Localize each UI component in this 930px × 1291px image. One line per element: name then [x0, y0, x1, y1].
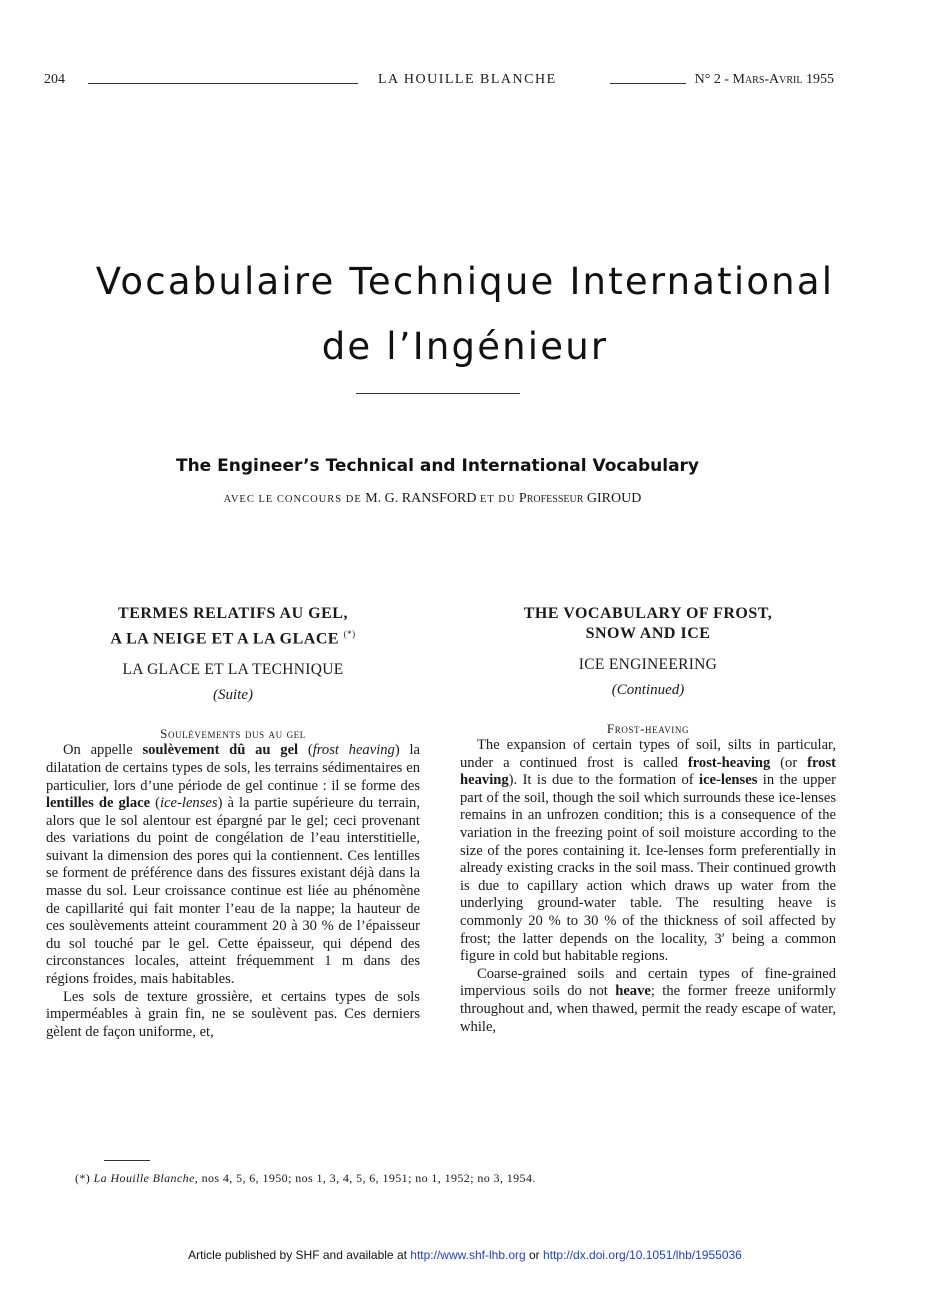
- english-heading: [460, 604, 836, 644]
- term-bold: lentilles de glace: [46, 795, 151, 812]
- footnote-refs: nos 4, 5, 6, 1950; nos 1, 3, 4, 5, 6, 1951; no 1, 1952; no 3, 1954.: [198, 1171, 536, 1185]
- text-run: Coarse-grained soils and certain types of fine-grained impervious soils do not: [460, 965, 836, 1000]
- contributor-1: M. G. RANSFORD: [365, 491, 477, 506]
- french-heading-line2: A LA NEIGE ET A LA GLACE: [110, 630, 340, 648]
- text-run: On appelle: [63, 742, 143, 759]
- term-bold: ice-lenses: [699, 772, 758, 789]
- issue-info: N° 2 - Mars-Avril 1955: [694, 72, 834, 87]
- text-run: ) à la partie supérieure du terrain, alors que le sol alentour est épargné par le gel; ceci provenant des variations du point de congélation de l’eau interstitielle, suivant la dimension des pores qui la contiennent. Ces lentilles se forment de préférence dans des fissures existant déjà dans la masse du sol. Leur croissance continue est liée au phénomène de capillarité qui fait monter l’eau de la nappe; la hauteur de ces soulèvements atteint couramment 20 à 30 % de l’épaisseur du sol touché par le gel. Cette épaisseur, qui dépend des circonstances locales, atteint fréquemment 1 m dans des régions froides, mais habitables.: [46, 795, 420, 988]
- french-continued: (Suite): [213, 687, 253, 704]
- text-run: (or: [770, 754, 808, 771]
- french-paragraph-2: Les sols de texture grossière, et certains types de sols imperméables à grain fin, ne se soulèvent pas. Ces derniers gèlent de façon uniforme, et,: [46, 988, 420, 1040]
- page-number: 204: [44, 72, 65, 87]
- footnote-marker: (*): [343, 629, 356, 639]
- text-run: ). It is due to the formation of: [508, 772, 700, 789]
- text-run: The expansion of certain types of soil, silts in particular, under a continued frost is called: [460, 737, 836, 771]
- page-title-line1: Vocabulaire Technique International: [95, 260, 835, 303]
- text-run: ; the former freeze uniformly throughout and, when thawed, permit the ready escape of water, while,: [460, 983, 836, 1035]
- header-rule-right: [610, 83, 686, 84]
- header-rule-left: [88, 83, 358, 84]
- text-run: (: [298, 742, 313, 759]
- english-subheading: ICE ENGINEERING: [578, 656, 718, 673]
- term-bold: frost-heaving: [687, 754, 771, 771]
- french-heading-line1: TERMES RELATIFS AU GEL,: [118, 605, 348, 622]
- footnote: [75, 1171, 855, 1186]
- page-title-line2: de l’Ingénieur: [321, 325, 609, 368]
- term-italic: ice-lenses: [160, 795, 218, 812]
- french-heading: [46, 604, 420, 649]
- term-bold: heave: [615, 983, 651, 1000]
- english-paragraph-1: [460, 737, 836, 966]
- journal-name: LA HOUILLE BLANCHE: [378, 72, 557, 87]
- english-section-title: Frost-heaving: [606, 721, 690, 736]
- term-bold: soulèvement dû au gel: [142, 742, 299, 759]
- contributor-2: GIROUD: [586, 491, 642, 506]
- term-bold: frost heaving: [460, 754, 836, 789]
- contributors-line: [0, 491, 865, 507]
- contributor-2-title: Professeur: [518, 491, 584, 506]
- french-section-title: Soulèvements dus au gel: [160, 726, 306, 742]
- running-header: [44, 72, 834, 92]
- contributors-joiner: ET DU: [479, 494, 516, 505]
- contributors-prefix: AVEC LE CONCOURS DE: [223, 494, 362, 505]
- english-heading-line2: SNOW AND ICE: [585, 625, 711, 642]
- french-subheading: LA GLACE ET LA TECHNIQUE: [122, 661, 344, 679]
- term-italic: frost heaving: [312, 742, 395, 759]
- english-column: [460, 604, 836, 1036]
- footer-text: Article published by SHF and available at: [188, 1248, 411, 1262]
- text-run: (: [150, 795, 161, 812]
- footnote-journal: La Houille Blanche,: [93, 1171, 199, 1185]
- title-divider: [356, 393, 520, 394]
- english-subtitle: The Engineer’s Technical and International Vocabulary: [175, 456, 700, 476]
- french-column: [46, 604, 420, 1041]
- english-heading-line1: THE VOCABULARY OF FROST,: [523, 605, 773, 622]
- footnote-rule: [104, 1160, 150, 1161]
- footer-or: or: [525, 1248, 544, 1262]
- english-paragraph-2: [460, 966, 836, 1036]
- french-paragraph-1: [46, 742, 420, 988]
- english-continued: (Continued): [611, 682, 685, 698]
- footnote-mark: (*): [75, 1171, 91, 1185]
- publisher-footer: [0, 1248, 930, 1262]
- shf-link[interactable]: http://www.shf-lhb.org: [410, 1248, 526, 1262]
- text-run: ) la dilatation de certains types de sols, les terrains sédimentaires en particulier, lors d’une période de gel continue : il se forme des: [46, 742, 420, 794]
- text-run: in the upper part of the soil, though the soil which surrounds these ice-lenses remains in an unfrozen condition; this is a consequence of the variation in the freezing point of soil moisture according to the size of the pores containing it. Ice-lenses form preferentially in already existing cracks in the soil mass. Their continued growth is due to capillary action which draws up water from the underlying ground-water table. The resulting heave is commonly 20 % to 30 % of the thickness of soil affected by frost; the latter depends on the locality, 3′ being a common figure in cold but habitable regions.: [460, 772, 836, 965]
- doi-link[interactable]: http://dx.doi.org/10.1051/lhb/1955036: [543, 1248, 742, 1262]
